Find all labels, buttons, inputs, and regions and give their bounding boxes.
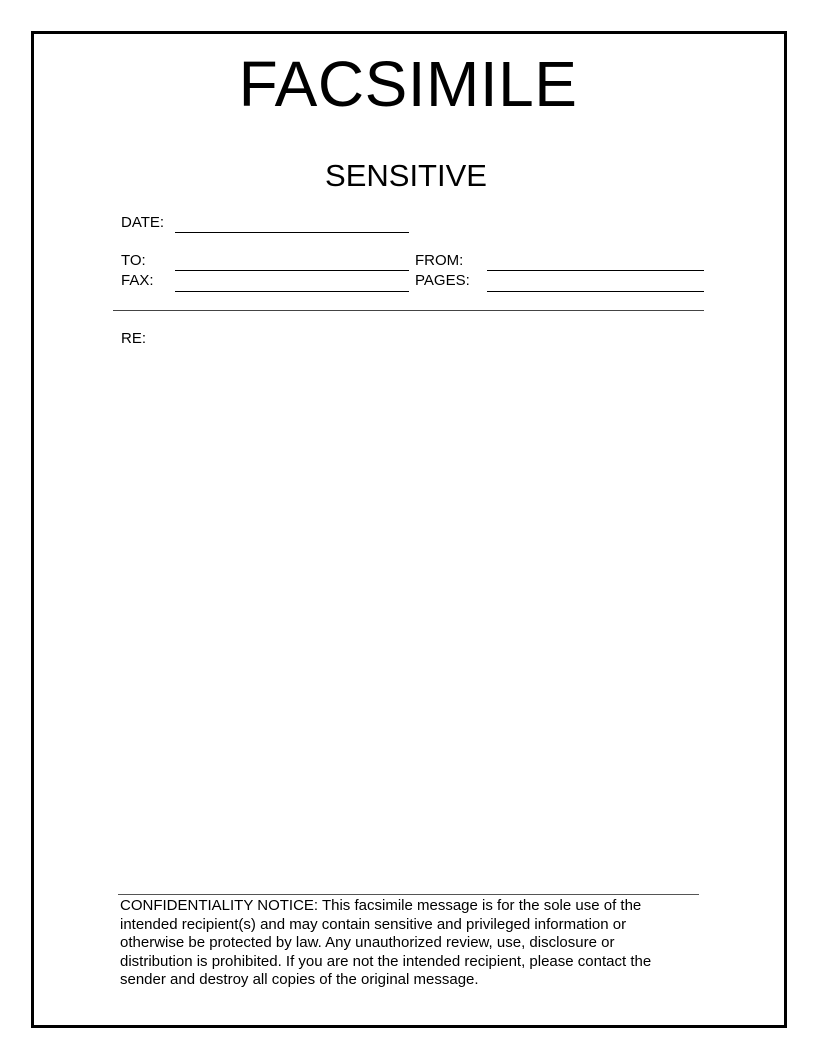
from-field-line[interactable] [487,270,704,271]
notice-line: CONFIDENTIALITY NOTICE: This facsimile message is for the sole use of the [120,897,642,914]
notice-line: sender and destroy all copies of the original message. [120,971,479,988]
notice-line: otherwise be protected by law. Any unauthorized review, use, disclosure or [120,934,615,951]
to-label: TO: [121,252,146,269]
confidentiality-notice [120,897,700,990]
from-label: FROM: [415,252,464,269]
notice-divider [118,894,699,895]
fax-label: FAX: [121,272,154,289]
document-subtitle: SENSITIVE [325,158,487,193]
pages-field-line[interactable] [487,291,704,292]
to-field-line[interactable] [175,270,409,271]
document-title: FACSIMILE [238,48,578,120]
notice-line: distribution is prohibited. If you are not the intended recipient, please contact the [120,952,652,970]
date-field-line[interactable] [175,232,409,233]
date-label: DATE: [121,214,165,231]
header-divider [113,310,704,311]
fax-field-line[interactable] [175,291,409,292]
pages-label: PAGES: [415,272,470,289]
re-label: RE: [121,330,147,347]
notice-line: intended recipient(s) and may contain sensitive and privileged information or [120,915,627,933]
